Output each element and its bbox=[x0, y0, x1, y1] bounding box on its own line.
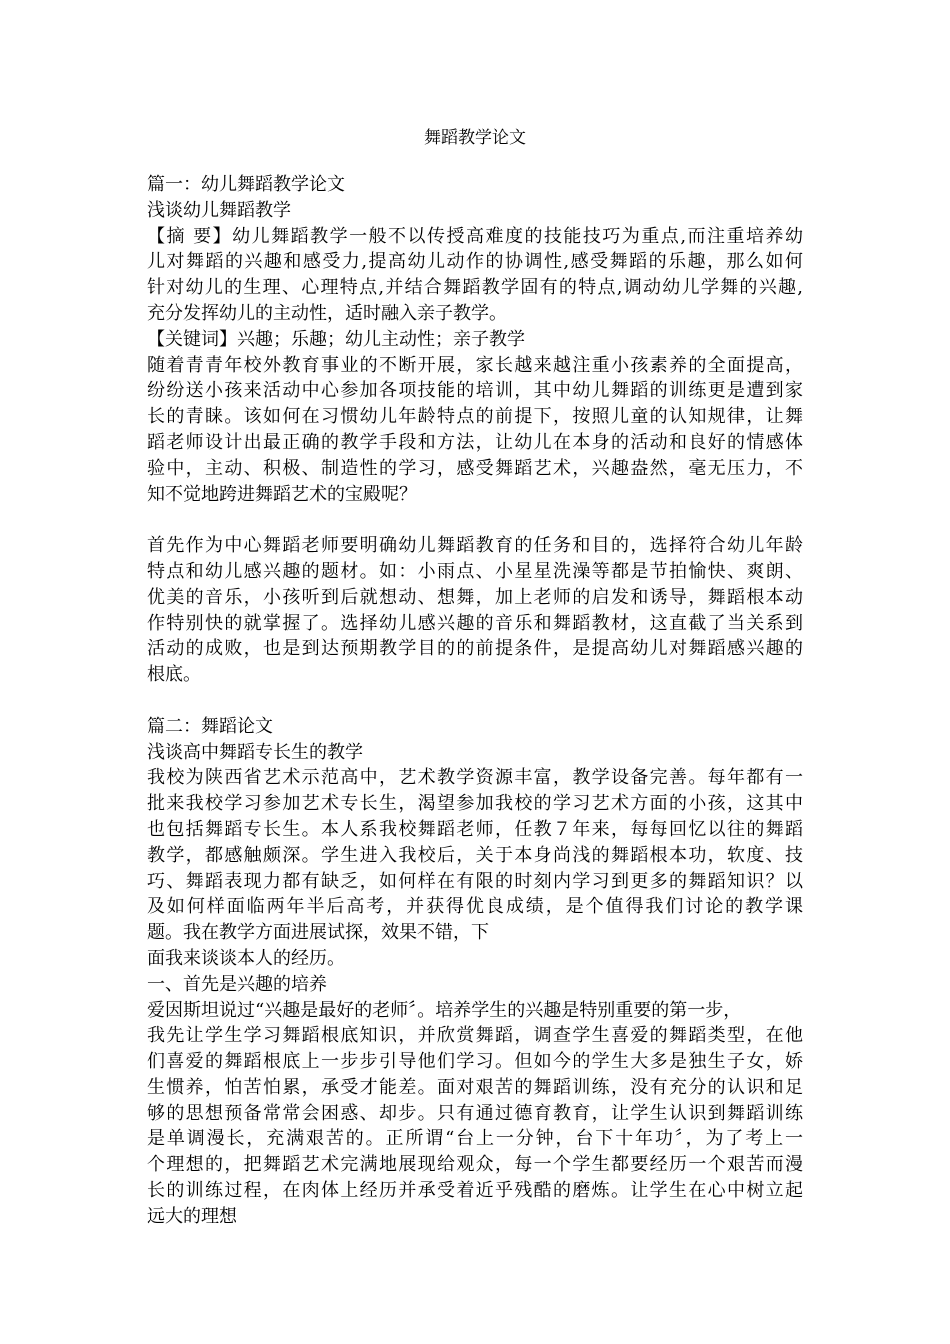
section-subtitle: 浅谈高中舞蹈专长生的教学 bbox=[147, 741, 363, 763]
paragraph-line: 是单调漫长，充满艰苦的。正所谓“台上一分钟，台下十年功〞，为了考上一 bbox=[147, 1128, 803, 1150]
paragraph-line: 教学，都感触颇深。学生进入我校后，关于本身尚浅的舞蹈根本功，软度、技 bbox=[147, 844, 803, 866]
paragraph-line: 验中，主动、积极、制造性的学习，感受舞蹈艺术，兴趣盎然，毫无压力，不 bbox=[147, 457, 803, 479]
paragraph-line: 根底。 bbox=[147, 664, 201, 686]
paragraph-line: 巧、舞蹈表现力都有缺乏，如何样在有限的时刻内学习到更多的舞蹈知识？以 bbox=[147, 870, 803, 892]
paragraph-line: 批来我校学习参加艺术专长生，渴望参加我校的学习艺术方面的小孩，这其中 bbox=[147, 793, 803, 815]
paragraph-line: 爱因斯坦说过“兴趣是最好的老师〞。培养学生的兴趣是特别重要的第一步， bbox=[147, 999, 742, 1021]
paragraph-line: 面我来谈谈本人的经历。 bbox=[147, 947, 345, 969]
paragraph-line: 知不觉地跨进舞蹈艺术的宝殿呢？ bbox=[147, 483, 417, 505]
page-title: 舞蹈教学论文 bbox=[424, 128, 526, 148]
paragraph-line: 长的训练过程，在肉体上经历并承受着近乎残酷的磨炼。让学生在心中树立起 bbox=[147, 1180, 803, 1202]
paragraph-line: 优美的音乐，小孩听到后就想动、想舞，加上老师的启发和诱导，舞蹈根本动 bbox=[147, 586, 803, 608]
paragraph-line: 纷纷送小孩来活动中心参加各项技能的培训，其中幼儿舞蹈的训练更是遭到家 bbox=[147, 380, 803, 402]
paragraph-line: 题。我在教学方面进展试探，效果不错，下 bbox=[147, 922, 489, 944]
paragraph-gap bbox=[147, 507, 803, 533]
section-subtitle: 浅谈幼儿舞蹈教学 bbox=[147, 199, 291, 221]
abstract-line: 儿对舞蹈的兴趣和感受力,提高幼儿动作的协调性,感受舞蹈的乐趣，那么如何 bbox=[147, 251, 803, 273]
keywords: 【关键词】兴趣；乐趣；幼儿主动性；亲子教学 bbox=[147, 328, 525, 350]
paragraph-line: 活动的成败，也是到达预期教学目的的前提条件，是提高幼儿对舞蹈感兴趣的 bbox=[147, 638, 803, 660]
paragraph-line: 首先作为中心舞蹈老师要明确幼儿舞蹈教育的任务和目的，选择符合幼儿年龄 bbox=[147, 535, 803, 557]
abstract-line: 针对幼儿的生理、心理特点,并结合舞蹈教学固有的特点,调动幼儿学舞的兴趣, bbox=[147, 277, 803, 299]
paragraph-line: 够的思想预备常常会困惑、却步。只有通过德育教育，让学生认识到舞蹈训练 bbox=[147, 1102, 803, 1124]
paragraph-line: 生惯养，怕苦怕累，承受才能差。面对艰苦的舞蹈训练，没有充分的认识和足 bbox=[147, 1076, 803, 1098]
paragraph-line: 随着青青年校外教育事业的不断开展，家长越来越注重小孩素养的全面提高， bbox=[147, 354, 803, 376]
section-heading: 篇二：舞蹈论文 bbox=[147, 715, 273, 737]
paragraph-line: 蹈老师设计出最正确的教学手段和方法，让幼儿在本身的活动和良好的情感体 bbox=[147, 431, 803, 453]
paragraph-line: 我先让学生学习舞蹈根底知识，并欣赏舞蹈，调查学生喜爱的舞蹈类型，在他 bbox=[147, 1025, 803, 1047]
paragraph-gap bbox=[147, 688, 803, 714]
paragraph-line: 也包括舞蹈专长生。本人系我校舞蹈老师，任教７年来，每每回忆以往的舞蹈 bbox=[147, 818, 803, 840]
paragraph-line: 及如何样面临两年半后高考，并获得优良成绩，是个值得我们讨论的教学课 bbox=[147, 896, 803, 918]
abstract-line: 【摘 要】幼儿舞蹈教学一般不以传授高难度的技能技巧为重点,而注重培养幼 bbox=[147, 225, 803, 247]
document-body bbox=[147, 172, 803, 1230]
point-heading: 一、首先是兴趣的培养 bbox=[147, 973, 327, 995]
paragraph-line: 我校为陕西省艺术示范高中，艺术教学资源丰富，教学设备完善。每年都有一 bbox=[147, 767, 803, 789]
paragraph-line: 远大的理想 bbox=[147, 1205, 237, 1227]
paragraph-line: 们喜爱的舞蹈根底上一步步引导他们学习。但如今的学生大多是独生子女，娇 bbox=[147, 1051, 803, 1073]
abstract-line: 充分发挥幼儿的主动性，适时融入亲子教学。 bbox=[147, 302, 507, 324]
paragraph-line: 长的青睐。该如何在习惯幼儿年龄特点的前提下，按照儿童的认知规律，让舞 bbox=[147, 406, 803, 428]
section-heading: 篇一：幼儿舞蹈教学论文 bbox=[147, 174, 345, 195]
paragraph-line: 个理想的，把舞蹈艺术完满地展现给观众，每一个学生都要经历一个艰苦而漫 bbox=[147, 1154, 803, 1176]
paragraph-line: 特点和幼儿感兴趣的题材。如：小雨点、小星星洗澡等都是节拍愉快、爽朗、 bbox=[147, 560, 803, 582]
paragraph-line: 作特别快的就掌握了。选择幼儿感兴趣的音乐和舞蹈教材，这直截了当关系到 bbox=[147, 612, 803, 634]
